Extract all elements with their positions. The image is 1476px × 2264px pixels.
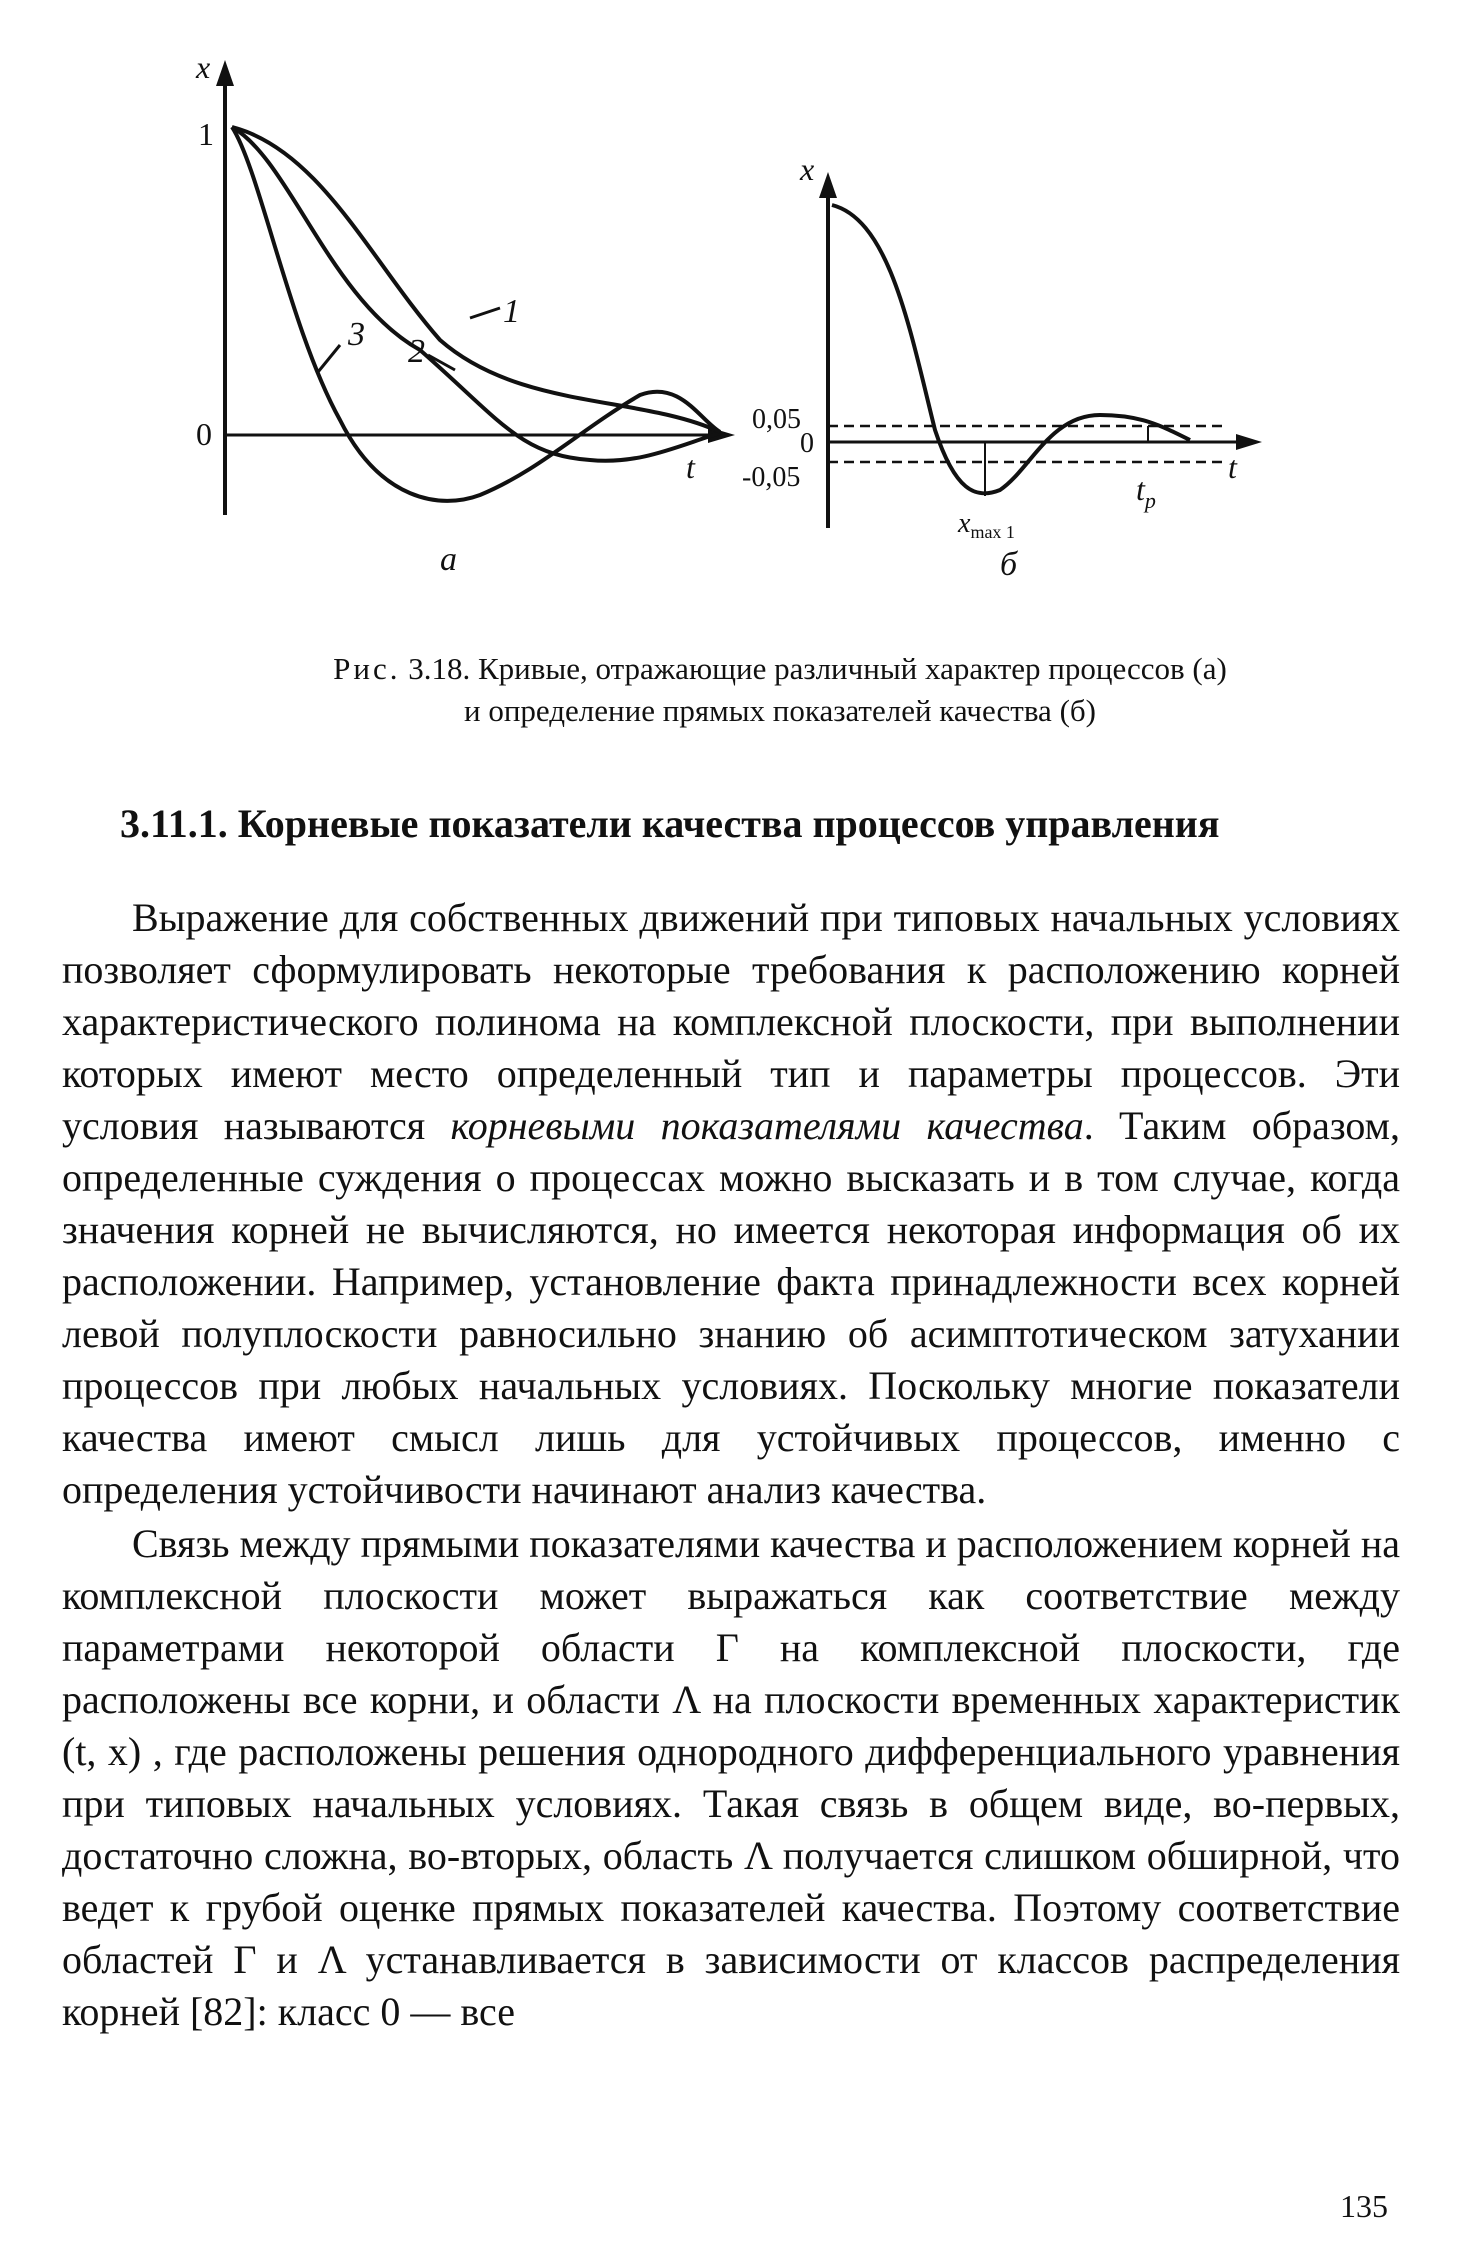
paragraph-2: Связь между прямыми показателями качества и расположением корней на комплексной плоскости может выражаться как соответствие между параметрами некоторой области Г на комплексной плоскости, где расположены все корни, и области Λ на плоскости временных характеристик (t, x) , где расположены решения однородного дифференциального уравнения при типовых начальных условиях. Такая связь в общем виде, во-первых, достаточно сложна, во-вторых, область Λ получается слишком обширной, что ведет к грубой оценке прямых показателей качества. Поэтому соответствие областей Г и Λ устанавливается в зависимости от классов распределения корней [82]: класс 0 — все (62, 1521, 1400, 2034)
section-title: 3.11.1. Корневые показатели качества процессов управления (120, 801, 1220, 846)
panel-a-x-label: t (686, 449, 695, 485)
panel-b-tick-lower: -0,05 (742, 462, 801, 493)
curve-1-label: 1 (503, 293, 520, 330)
panel-a-tick-one: 1 (198, 116, 214, 152)
curve-3-label: 3 (348, 316, 365, 353)
figure-3-18 (0, 0, 1476, 620)
panel-a-tick-zero: 0 (196, 416, 212, 452)
paragraph-1-part-2: . Таким образом, определенные суждения о процессах можно высказать и в том случае, когда значения корней не вычисляются, но имеется некоторая информация об их расположении. Например, установление факта принадлежности всех корней левой полуплоскости равносильно знанию об асимптотическом затухании процессов при любых начальных условиях. Поскольку многие показатели качества имеют смысл лишь для устойчивых процессов, именно с определения устойчивости начинают анализ качества. (62, 1103, 1400, 1512)
panel-b-y-label: x (800, 151, 815, 187)
body-text (62, 892, 1400, 2038)
panel-b-y-arrow (819, 172, 837, 198)
curve-1 (232, 127, 720, 432)
xmax-label: $x_{max 1}$ (958, 508, 1015, 542)
curve-1-leader (470, 308, 500, 318)
panel-b-tick-upper: 0,05 (752, 404, 801, 435)
panel-a-y-arrow (216, 60, 234, 86)
paragraph-1-term: корневыми показателями качества (450, 1103, 1084, 1148)
curve-2-label: 2 (408, 333, 425, 370)
curve-3-leader (318, 345, 340, 372)
panel-b (819, 172, 1262, 528)
tp-label: $t_p$ (1136, 471, 1156, 513)
paragraph-1 (62, 892, 1400, 1516)
panel-b-x-label: t (1228, 449, 1237, 485)
panel-a-label: а (440, 541, 457, 578)
caption-line-1 (300, 648, 1260, 690)
page-number: 135 (1340, 2188, 1388, 2224)
panel-b-label: б (1000, 546, 1018, 583)
figure-caption (300, 648, 1260, 732)
panel-a-y-label: x (196, 49, 211, 85)
figure-svg (0, 0, 1476, 620)
panel-b-x-arrow (1236, 434, 1262, 450)
caption-line-2: и определение прямых показателей качества (б) (464, 693, 1096, 728)
panel-a (216, 60, 735, 515)
panel-b-tick-zero: 0 (800, 428, 814, 459)
curve-3 (232, 127, 720, 501)
panel-b-response-curve (832, 205, 1190, 493)
caption-lead: Рис. (333, 651, 401, 686)
paragraph-1-part-1: Выражение для собственных движений при типовых начальных условиях позволяет сформулировать некоторые требования к расположению корней характеристического полинома на комплексной плоскости, при выполнении которых имеют место определенный тип и параметры процессов. Эти условия называются (62, 895, 1400, 1148)
caption-text-1: 3.18. Кривые, отражающие различный характер процессов (а) (408, 651, 1227, 686)
